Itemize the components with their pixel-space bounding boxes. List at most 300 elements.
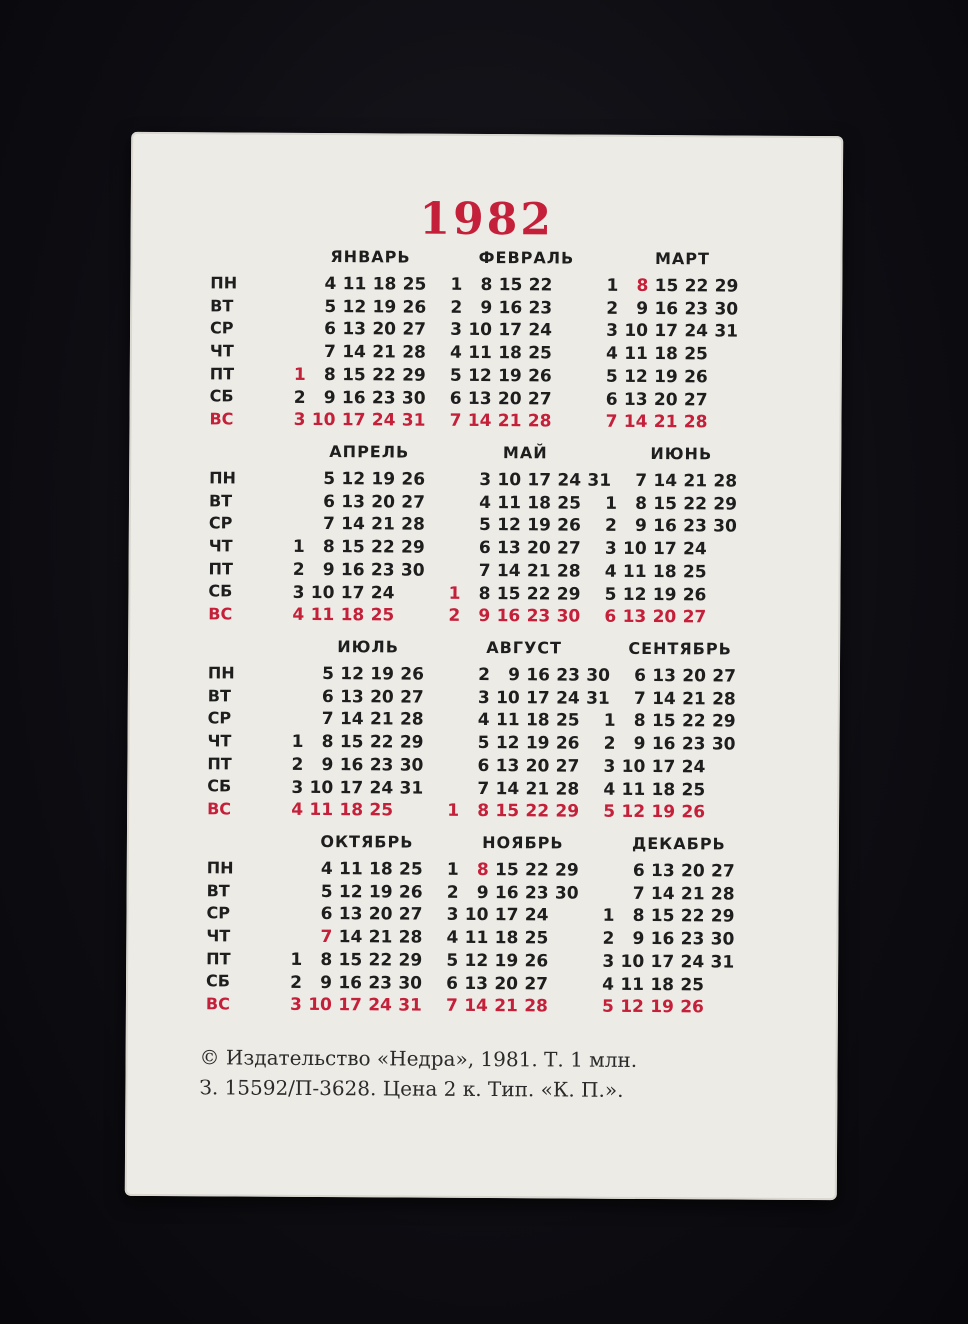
day-cell: 17: [338, 995, 362, 1016]
day-cell: 8: [632, 906, 645, 927]
day-cell: 28: [683, 412, 708, 433]
day-cell: 19: [370, 664, 395, 685]
day-cell: 30: [399, 755, 424, 776]
day-cell: 27: [555, 756, 580, 777]
weekday-label: ПТ: [207, 754, 232, 774]
month-day-grid: [591, 273, 772, 434]
month-3: [591, 245, 772, 434]
day-cell: 25: [557, 493, 582, 514]
month-name: АВГУСТ: [486, 638, 563, 658]
day-cell: 10: [309, 777, 334, 798]
day-cell: 27: [401, 492, 426, 513]
day-cell: 18: [369, 859, 393, 880]
month-name: СЕНТЯБРЬ: [628, 638, 732, 659]
day-cell: 18: [525, 710, 550, 731]
day-cell: 31: [710, 952, 735, 973]
day-cell: 28: [399, 709, 424, 731]
day-cell: 21: [368, 927, 393, 948]
day-cell: 6: [632, 860, 645, 881]
month-name: МАРТ: [654, 249, 711, 269]
day-cell: 25: [399, 859, 423, 880]
day-cell: 11: [497, 492, 522, 513]
day-cell: 22: [526, 583, 551, 604]
calendar-year: 1982: [419, 193, 555, 246]
day-cell: 17: [652, 539, 677, 560]
day-cell: 12: [624, 366, 648, 387]
day-cell: 24: [684, 321, 709, 342]
day-cell: 9: [323, 387, 336, 408]
day-cell: 15: [340, 537, 365, 558]
day-cell: 7: [320, 927, 333, 948]
day-cell: 16: [654, 298, 679, 319]
day-cell: 1: [606, 275, 619, 296]
month-name: ЯНВАРЬ: [330, 247, 411, 267]
day-cell: 11: [310, 605, 335, 626]
day-cell: 6: [449, 388, 462, 409]
weekday-label: ЧТ: [207, 731, 232, 751]
day-cell: 28: [527, 411, 552, 432]
day-cell: 13: [623, 389, 648, 410]
day-cell: 18: [652, 561, 677, 582]
day-cell: 30: [586, 665, 611, 686]
month-6: [590, 440, 771, 629]
day-cell: 29: [710, 906, 735, 927]
day-cell: 28: [712, 689, 736, 710]
day-cell: 11: [622, 561, 647, 582]
day-cell: 12: [621, 802, 646, 823]
day-cell: 23: [683, 516, 707, 537]
day-cell: 4: [604, 561, 617, 582]
day-cell: 8: [635, 493, 648, 514]
day-cell: 14: [650, 883, 675, 904]
day-cell: 18: [340, 605, 365, 626]
day-cell: 7: [324, 342, 336, 363]
day-cell: 27: [682, 607, 707, 628]
day-cell: 26: [398, 882, 423, 903]
day-cell: 15: [496, 583, 521, 604]
month-day-grid: [432, 857, 613, 1018]
day-cell: 13: [495, 755, 520, 777]
day-cell: 23: [524, 882, 549, 904]
day-cell: 15: [651, 711, 676, 732]
day-cell: 10: [310, 582, 335, 603]
day-cell: 13: [464, 973, 489, 994]
day-cell: 10: [497, 470, 522, 491]
weekday-label: ЧТ: [208, 536, 233, 556]
month-name: АПРЕЛЬ: [329, 442, 410, 462]
day-cell: 31: [399, 777, 424, 799]
day-cell: 29: [555, 801, 580, 822]
day-cell: 20: [497, 388, 522, 409]
month-1: [279, 243, 463, 432]
month-4: [278, 438, 459, 627]
day-cell: 26: [401, 469, 426, 490]
day-cell: 5: [605, 366, 618, 387]
day-cell: 12: [340, 664, 365, 685]
day-cell: 27: [402, 319, 427, 341]
day-cell: 12: [495, 733, 520, 754]
weekday-labels: [206, 857, 267, 1016]
day-cell: 14: [652, 688, 676, 709]
month-name: ОКТЯБРЬ: [320, 832, 414, 852]
imprint-line-1: © Издательство «Недра», 1981. Т. 1 млн.: [199, 1045, 638, 1072]
day-cell: 28: [556, 561, 581, 582]
day-cell: 29: [713, 494, 738, 515]
day-cell: 3: [479, 469, 492, 491]
month-10: [276, 828, 457, 1017]
day-cell: 21: [525, 778, 550, 799]
day-cell: 7: [478, 560, 491, 581]
day-cell: 26: [681, 802, 706, 823]
day-cell: 30: [556, 606, 581, 627]
day-cell: 24: [370, 582, 395, 603]
day-cell: 18: [372, 274, 397, 295]
day-cell: 20: [370, 686, 394, 708]
day-cell: 26: [528, 366, 552, 387]
day-cell: 31: [586, 688, 610, 709]
day-cell: 31: [587, 470, 612, 491]
day-cell: 22: [525, 801, 550, 822]
day-cell: 30: [714, 299, 739, 320]
day-cell: 7: [477, 778, 490, 799]
day-cell: 23: [370, 560, 395, 581]
day-cell: 26: [555, 733, 580, 754]
day-cell: 5: [604, 584, 617, 605]
day-cell: 16: [496, 606, 521, 627]
day-cell: 2: [290, 972, 303, 993]
day-cell: 10: [468, 320, 493, 341]
day-cell: 26: [400, 664, 425, 685]
day-cell: 13: [622, 607, 647, 628]
day-cell: 30: [400, 560, 425, 581]
day-cell: 13: [467, 388, 492, 409]
day-cell: 20: [494, 973, 519, 994]
month-name: ИЮНЬ: [650, 444, 713, 464]
day-cell: 23: [528, 297, 553, 319]
day-cell: 21: [682, 688, 706, 710]
day-cell: 28: [524, 996, 548, 1017]
day-cell: 8: [633, 711, 646, 732]
day-cell: 6: [478, 538, 491, 559]
day-cell: 15: [338, 949, 363, 971]
day-cell: 24: [369, 777, 394, 798]
day-cell: 1: [290, 949, 303, 970]
day-cell: 30: [710, 929, 735, 950]
day-cell: 26: [557, 515, 581, 536]
day-cell: 19: [525, 733, 550, 754]
day-cell: 7: [633, 688, 646, 709]
day-cell: 28: [555, 778, 580, 800]
day-cell: 15: [498, 275, 523, 296]
day-cell: 9: [634, 516, 647, 537]
month-name: ДЕКАБРЬ: [631, 833, 726, 854]
day-cell: 10: [621, 756, 646, 777]
day-cell: 16: [526, 665, 551, 686]
day-cell: 16: [338, 972, 363, 993]
month-day-grid: [435, 272, 619, 433]
day-cell: 31: [401, 410, 426, 431]
weekday-label: ПН: [207, 663, 235, 683]
day-cell: 30: [401, 387, 426, 409]
weekday-label: ВС: [207, 799, 232, 819]
day-cell: 10: [622, 538, 647, 560]
day-cell: 2: [604, 516, 617, 537]
day-cell: 7: [322, 514, 335, 535]
day-cell: 7: [635, 470, 648, 491]
day-cell: 15: [495, 801, 520, 822]
day-cell: 22: [680, 906, 705, 927]
day-cell: 22: [525, 860, 549, 881]
day-cell: 19: [371, 469, 396, 490]
day-cell: 21: [372, 342, 396, 363]
day-cell: 19: [652, 584, 677, 605]
month-day-grid: [278, 466, 459, 627]
day-cell: 20: [681, 861, 705, 882]
day-cell: 19: [654, 366, 678, 387]
day-cell: 2: [603, 733, 616, 754]
day-cell: 12: [464, 950, 489, 971]
day-cell: 29: [400, 537, 425, 558]
day-cell: 4: [292, 605, 305, 626]
day-cell: 17: [339, 777, 364, 798]
day-cell: 12: [468, 365, 492, 386]
day-cell: 4: [450, 342, 462, 363]
month-day-grid: [434, 467, 618, 628]
day-cell: 13: [496, 538, 521, 559]
day-cell: 1: [448, 583, 461, 604]
day-cell: 7: [449, 410, 462, 432]
day-cell: 27: [527, 388, 552, 409]
day-cell: 6: [477, 755, 490, 776]
day-cell: 9: [320, 972, 333, 993]
weekday-labels: [209, 272, 270, 431]
day-cell: 27: [711, 861, 735, 882]
day-cell: 20: [682, 666, 707, 687]
day-cell: 20: [368, 904, 393, 925]
calendar-card: [125, 132, 843, 1200]
day-cell: 11: [495, 710, 520, 731]
day-cell: 24: [682, 539, 707, 560]
day-cell: 1: [450, 274, 463, 295]
month-day-grid: [279, 271, 463, 432]
day-cell: 19: [527, 515, 551, 536]
day-cell: 26: [402, 297, 427, 318]
day-cell: 25: [684, 344, 708, 365]
day-cell: 21: [680, 883, 705, 905]
day-cell: 14: [653, 471, 678, 492]
day-cell: 25: [680, 974, 705, 995]
day-cell: 21: [683, 471, 708, 492]
day-cell: 26: [680, 997, 704, 1018]
day-cell: 14: [495, 778, 520, 799]
day-cell: 25: [370, 605, 395, 626]
day-cell: 26: [684, 367, 708, 388]
day-cell: 22: [368, 950, 393, 971]
day-cell: 6: [446, 973, 459, 994]
day-cell: 2: [448, 605, 461, 627]
day-cell: 28: [398, 927, 423, 948]
day-cell: 8: [476, 859, 489, 881]
day-cell: 14: [467, 411, 492, 432]
day-cell: 1: [447, 800, 460, 822]
day-cell: 2: [293, 387, 306, 408]
day-cell: 3: [450, 320, 463, 341]
day-cell: 8: [478, 583, 491, 604]
day-cell: 5: [322, 664, 335, 685]
weekday-label: ПН: [210, 273, 238, 293]
day-cell: 16: [494, 882, 519, 903]
day-cell: 6: [321, 686, 334, 707]
day-cell: 26: [524, 951, 549, 972]
day-cell: 27: [524, 973, 549, 994]
day-cell: 17: [498, 320, 523, 341]
day-cell: 23: [680, 929, 705, 950]
day-cell: 25: [681, 779, 706, 800]
weekday-label: ПТ: [206, 949, 231, 969]
day-cell: 3: [292, 582, 305, 603]
day-cell: 21: [494, 996, 518, 1017]
day-cell: 31: [714, 321, 739, 342]
day-cell: 11: [464, 927, 489, 949]
day-cell: 2: [478, 664, 491, 686]
day-cell: 10: [308, 995, 332, 1016]
month-5: [434, 439, 618, 628]
day-cell: 19: [650, 997, 674, 1018]
month-name: НОЯБРЬ: [482, 832, 564, 853]
day-cell: 6: [324, 319, 337, 340]
day-cell: 4: [320, 859, 333, 880]
day-cell: 13: [340, 686, 364, 707]
weekday-label: ЧТ: [209, 341, 234, 361]
day-cell: 22: [369, 732, 394, 753]
day-cell: 22: [684, 276, 709, 297]
weekday-label: ВТ: [207, 686, 231, 706]
day-cell: 12: [497, 515, 521, 536]
month-11: [432, 829, 613, 1018]
day-cell: 28: [710, 884, 735, 905]
day-cell: 14: [496, 560, 521, 582]
day-cell: 17: [494, 905, 519, 926]
weekday-label: ПТ: [208, 559, 233, 579]
day-cell: 10: [464, 905, 489, 926]
day-cell: 2: [291, 754, 304, 775]
day-cell: 15: [653, 493, 678, 514]
day-cell: 17: [650, 951, 675, 972]
day-cell: 23: [371, 387, 396, 408]
day-cell: 12: [341, 469, 366, 490]
day-cell: 16: [340, 559, 365, 581]
day-cell: 4: [603, 779, 616, 800]
day-cell: 16: [498, 297, 523, 318]
day-cell: 10: [620, 951, 645, 972]
imprint-line-2: З. 15592/П-3628. Цена 2 к. Тип. «К. П.».: [199, 1075, 624, 1102]
day-cell: 31: [398, 995, 422, 1016]
day-cell: 17: [341, 410, 366, 431]
day-cell: 21: [653, 412, 678, 433]
weekday-label: СБ: [209, 386, 234, 406]
day-cell: 14: [338, 927, 363, 948]
day-cell: 19: [368, 881, 393, 903]
day-cell: 14: [339, 709, 364, 730]
day-cell: 17: [527, 470, 552, 491]
day-cell: 7: [632, 883, 645, 904]
day-cell: 3: [606, 321, 619, 342]
day-cell: 3: [290, 995, 302, 1016]
day-cell: 6: [604, 606, 617, 627]
day-cell: 13: [342, 319, 367, 340]
day-cell: 23: [526, 606, 551, 627]
day-cell: 5: [602, 996, 614, 1017]
day-cell: 23: [681, 734, 706, 755]
day-cell: 9: [478, 606, 491, 627]
weekday-label: СР: [207, 708, 232, 728]
day-cell: 18: [654, 344, 678, 365]
day-cell: 17: [651, 756, 676, 777]
day-cell: 27: [712, 666, 737, 687]
day-cell: 6: [323, 491, 336, 512]
day-cell: 18: [651, 779, 676, 800]
day-cell: 2: [606, 298, 619, 319]
month-day-grid: [590, 468, 771, 629]
day-cell: 16: [653, 516, 677, 537]
quarter-block: [127, 827, 839, 1018]
weekday-label: СБ: [206, 971, 231, 991]
day-cell: 1: [291, 731, 304, 752]
day-cell: 21: [371, 514, 395, 535]
day-cell: 2: [450, 297, 463, 318]
day-cell: 25: [402, 274, 427, 295]
day-cell: 25: [524, 928, 549, 949]
day-cell: 9: [632, 929, 645, 950]
day-cell: 24: [528, 320, 553, 341]
day-cell: 22: [528, 275, 553, 296]
day-cell: 5: [449, 365, 462, 386]
day-cell: 9: [633, 734, 646, 755]
day-cell: 30: [398, 972, 423, 994]
day-cell: 9: [636, 298, 649, 319]
day-cell: 24: [371, 410, 396, 431]
day-cell: 7: [446, 995, 458, 1017]
day-cell: 5: [603, 801, 616, 822]
day-cell: 20: [653, 389, 678, 410]
day-cell: 24: [557, 470, 582, 491]
day-cell: 25: [528, 343, 552, 364]
day-cell: 1: [293, 364, 306, 385]
day-cell: 19: [494, 950, 519, 972]
day-cell: 12: [342, 296, 367, 317]
publisher-imprint: [199, 1042, 807, 1106]
day-cell: 6: [634, 665, 647, 686]
day-cell: 3: [291, 777, 304, 798]
month-name: ФЕВРАЛЬ: [478, 247, 575, 268]
day-cell: 18: [650, 974, 675, 995]
day-cell: 8: [636, 275, 649, 296]
day-cell: 3: [477, 687, 490, 708]
day-cell: 8: [320, 949, 333, 970]
day-cell: 17: [654, 321, 679, 342]
day-cell: 21: [369, 709, 394, 730]
day-cell: 27: [683, 389, 708, 410]
month-day-grid: [588, 858, 769, 1019]
day-cell: 20: [371, 491, 396, 513]
day-cell: 15: [339, 732, 364, 753]
day-cell: 9: [480, 297, 493, 318]
day-cell: 4: [602, 974, 615, 995]
day-cell: 10: [624, 321, 649, 342]
day-cell: 14: [623, 412, 648, 433]
day-cell: 4: [446, 927, 459, 948]
day-cell: 16: [650, 929, 675, 950]
